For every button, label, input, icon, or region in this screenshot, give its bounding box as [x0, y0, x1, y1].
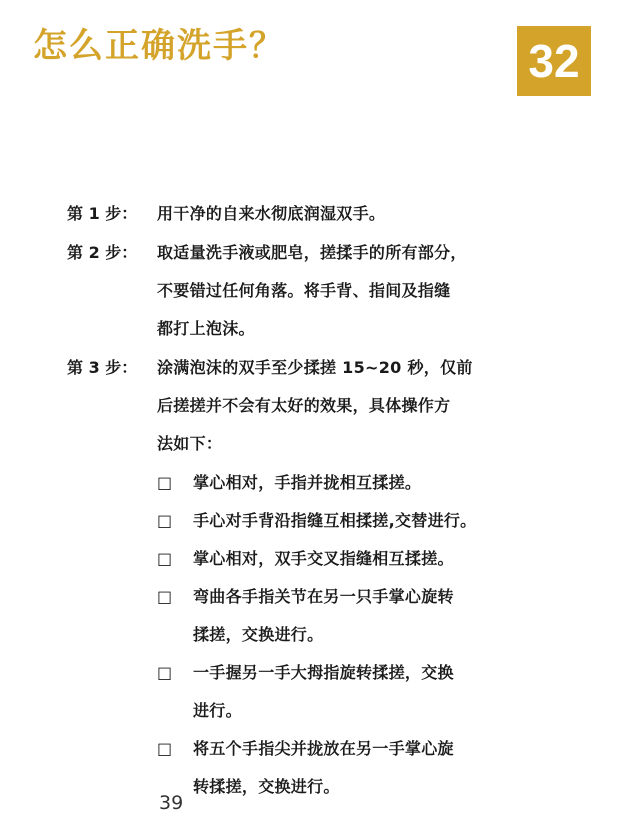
substep-line: 揉搓，交换进行。: [193, 625, 324, 644]
checkbox-bullet-icon: □: [157, 549, 173, 568]
substep-line: 手心对手背沿指缝互相揉搓,交替进行。: [193, 511, 477, 530]
substep-line: 掌心相对，双手交叉指缝相互揉搓。: [193, 549, 454, 568]
substep-item: [157, 730, 587, 806]
checkbox-bullet-icon: □: [157, 511, 173, 530]
checkbox-bullet-icon: □: [157, 663, 173, 682]
chapter-number-badge: 32: [517, 26, 591, 96]
step-text-line: 用干净的自来水彻底润湿双手。: [157, 204, 386, 223]
checkbox-bullet-icon: □: [157, 739, 173, 758]
substep-item: [157, 578, 587, 654]
step-label: 第 2 步：: [67, 243, 138, 262]
step-1: [67, 195, 587, 233]
substep-item: [157, 540, 587, 578]
substep-text: [193, 730, 523, 806]
steps-list: [67, 195, 587, 806]
substep-text: [193, 578, 523, 654]
substep-item: [157, 464, 587, 502]
substep-text: [193, 464, 523, 502]
step-text: [157, 234, 507, 348]
substep-line: 掌心相对，手指并拢相互揉搓。: [193, 473, 422, 492]
substeps-list: [157, 464, 587, 806]
step-2: [67, 234, 587, 348]
substep-line: 弯曲各手指关节在另一只手掌心旋转: [193, 587, 454, 606]
step-3: [67, 349, 587, 463]
checkbox-bullet-icon: □: [157, 473, 173, 492]
step-text-line: 取适量洗手液或肥皂，搓揉手的所有部分，: [157, 243, 467, 262]
step-text-line: 都打上泡沫。: [157, 319, 255, 338]
substep-text: [193, 502, 523, 540]
step-text-line: 涂满泡沫的双手至少揉搓 15~20 秒，仅前: [157, 358, 473, 377]
substep-line: 一手握另一手大拇指旋转揉搓，交换: [193, 663, 454, 682]
substep-item: [157, 502, 587, 540]
substep-text: [193, 540, 523, 578]
substep-item: [157, 654, 587, 730]
step-text-line: 法如下：: [157, 434, 223, 453]
page-title: 怎么正确洗手？: [33, 26, 285, 66]
step-text: [157, 195, 507, 233]
substep-line: 进行。: [193, 701, 242, 720]
step-label: 第 1 步：: [67, 204, 138, 223]
page-number: 39: [159, 792, 184, 814]
step-text-line: 后搓搓并不会有太好的效果，具体操作方: [157, 396, 451, 415]
checkbox-bullet-icon: □: [157, 587, 173, 606]
substep-line: 转揉搓，交换进行。: [193, 777, 340, 796]
step-label: 第 3 步：: [67, 358, 138, 377]
step-text-line: 不要错过任何角落。将手背、指间及指缝: [157, 281, 451, 300]
substep-text: [193, 654, 523, 730]
substep-line: 将五个手指尖并拢放在另一手掌心旋: [193, 739, 454, 758]
step-text: [157, 349, 507, 463]
